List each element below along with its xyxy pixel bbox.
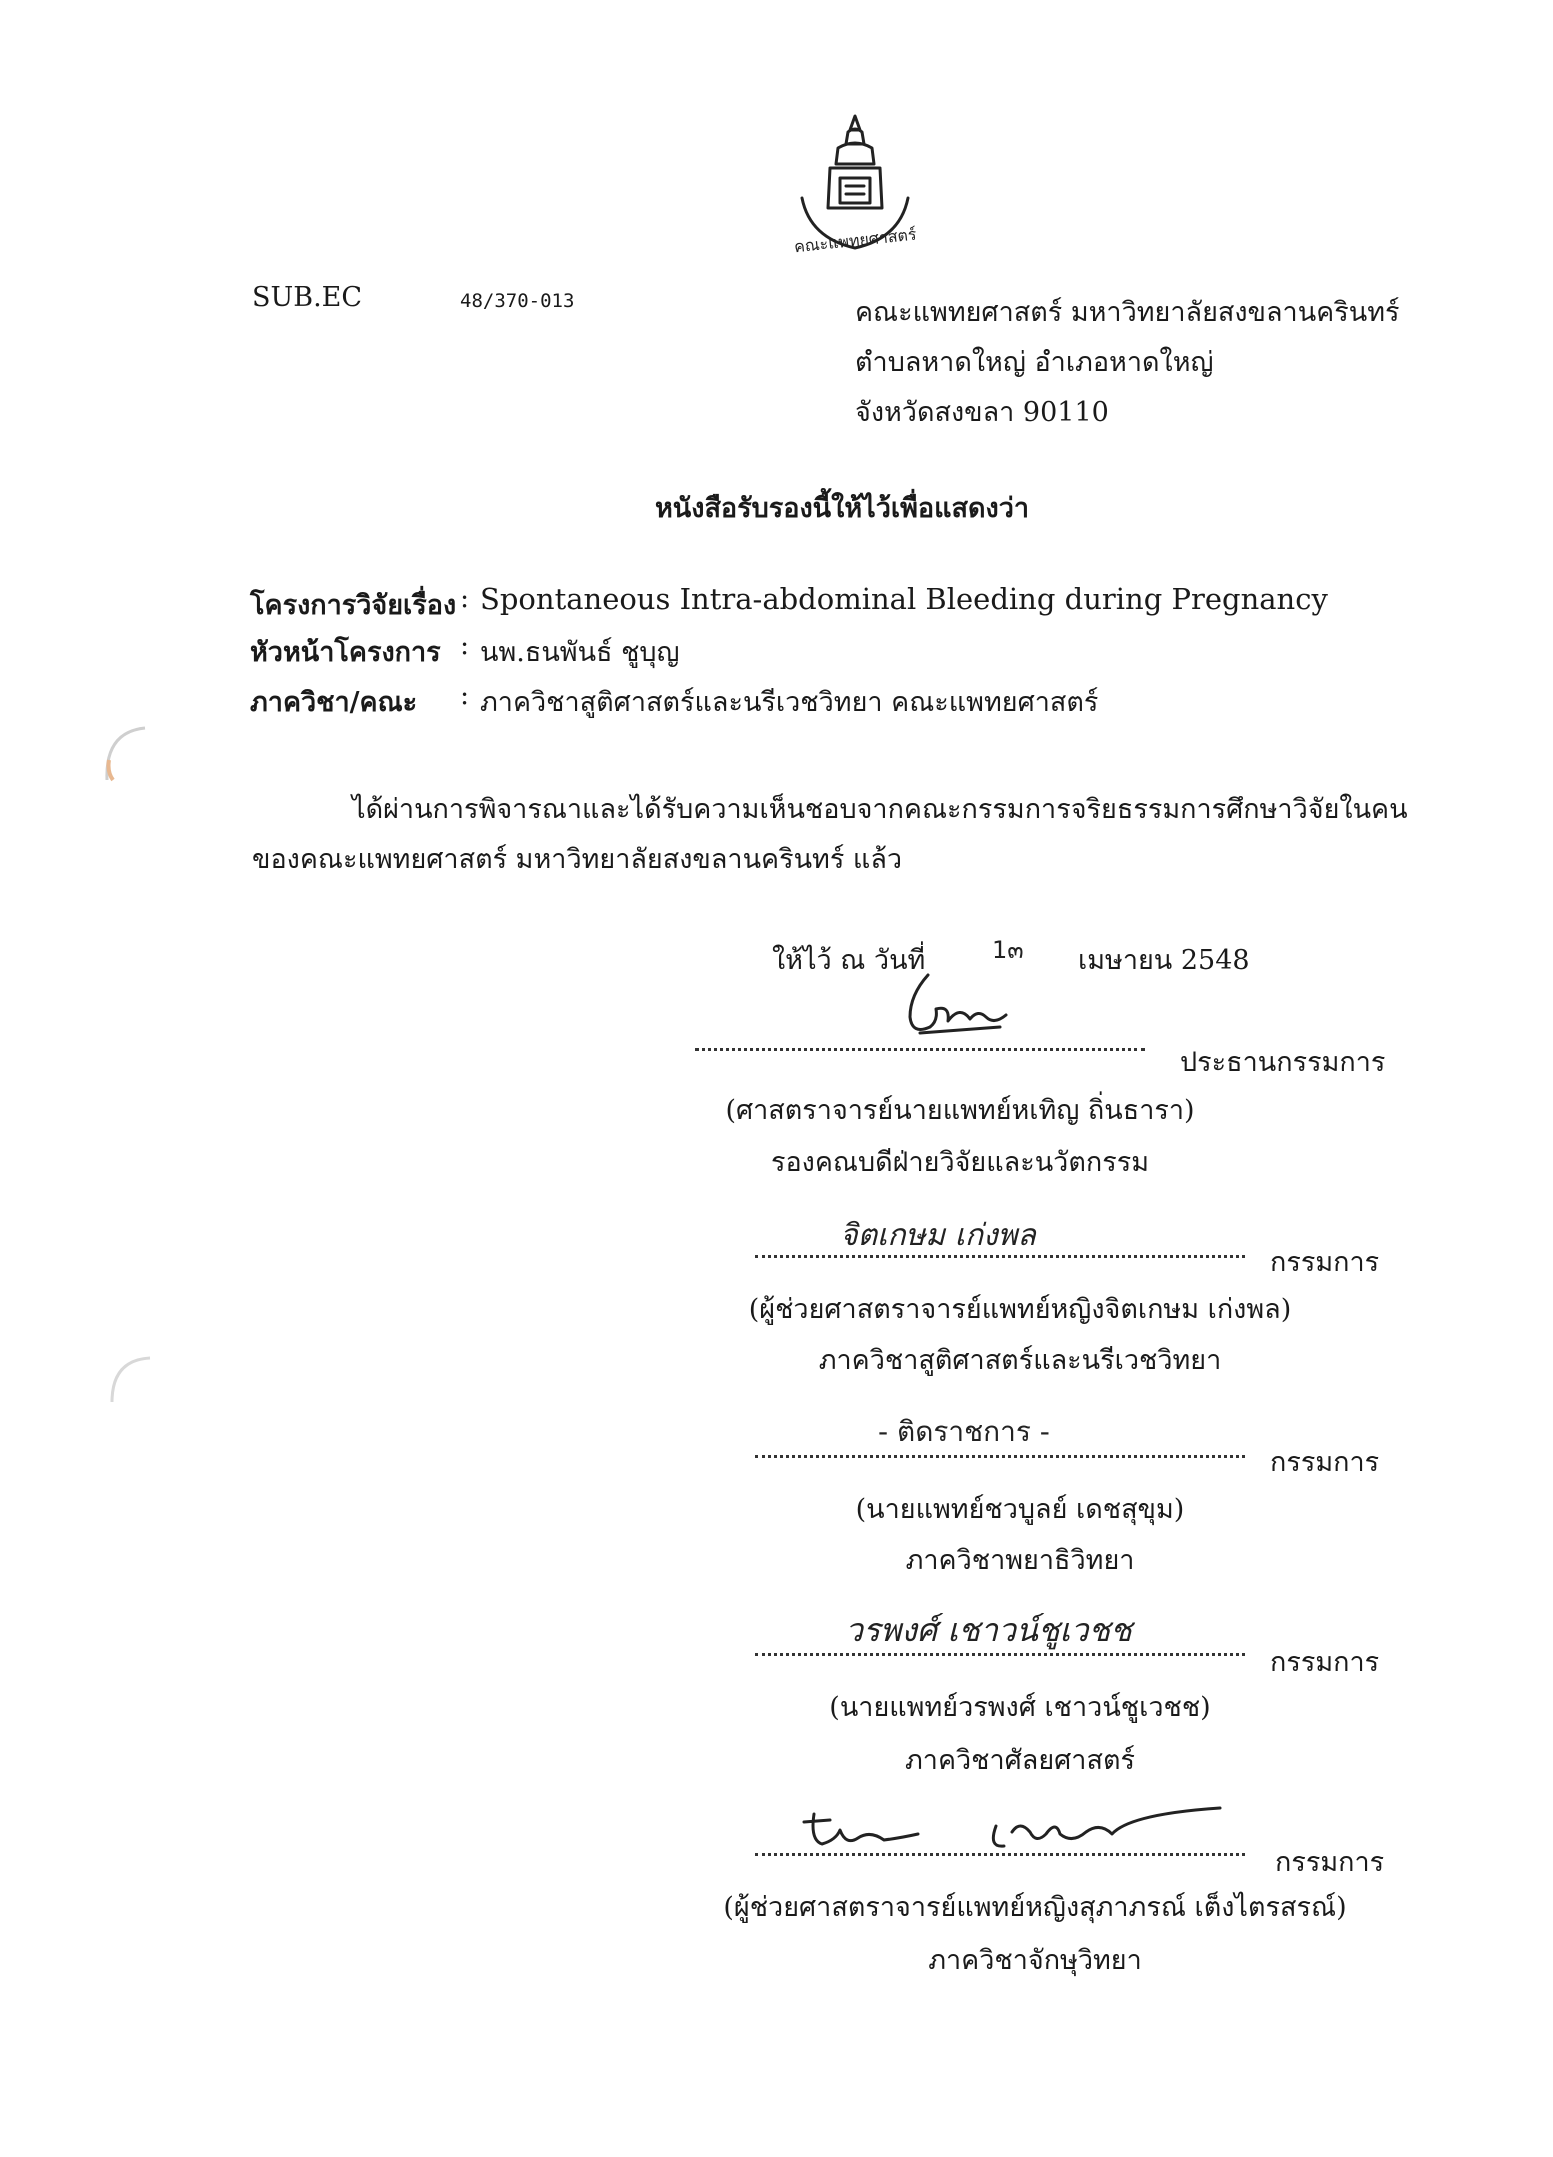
punch-hole-mark bbox=[100, 1350, 160, 1410]
body-line-1: ได้ผ่านการพิจารณาและได้รับความเห็นชอบจากคณะกรรมการจริยธรรมการศึกษาวิจัยในคน bbox=[352, 794, 1408, 825]
signature-4-name: (นายแพทย์วรพงศ์ เชาวน์ชูเวชช) bbox=[829, 1692, 1211, 1723]
faculty-emblem bbox=[790, 108, 920, 258]
signature-3-name: (นายแพทย์ชวบูลย์ เดชสุขุม) bbox=[855, 1494, 1185, 1525]
signature-4-handwriting: วรพงศ์ เชาวน์ชูเวชช bbox=[845, 1611, 1132, 1649]
signature-2-handwriting: จิตเกษม เก่งพล bbox=[840, 1218, 1036, 1253]
signature-2-name: (ผู้ช่วยศาสตราจารย์แพทย์หญิงจิตเกษม เก่งพล) bbox=[748, 1294, 1292, 1325]
project-head-value: นพ.ธนพันธ์ ชูบุญ bbox=[480, 637, 680, 668]
signature-line-5 bbox=[755, 1853, 1245, 1856]
signature-5-role: กรรมการ bbox=[1275, 1847, 1385, 1878]
date-prefix: ให้ไว้ ณ วันที่ bbox=[772, 945, 926, 976]
signature-line-1 bbox=[695, 1048, 1145, 1051]
project-title-value: Spontaneous Intra-abdominal Bleeding during Pregnancy bbox=[480, 582, 1328, 616]
reference-number: 48/370-013 bbox=[460, 290, 575, 312]
chairman-signature bbox=[890, 965, 1020, 1055]
signature-5-handwriting bbox=[800, 1790, 1230, 1870]
project-dept-value: ภาควิชาสูติศาสตร์และนรีเวชวิทยา คณะแพทยศาสตร์ bbox=[480, 687, 1099, 718]
signature-line-3 bbox=[755, 1455, 1245, 1458]
reference-prefix: SUB.EC bbox=[252, 282, 363, 313]
project-title-label: โครงการวิจัยเรื่อง bbox=[250, 590, 457, 621]
signature-3-role: กรรมการ bbox=[1270, 1447, 1380, 1478]
project-title-colon: : bbox=[460, 583, 470, 614]
signature-2-position: ภาควิชาสูติศาสตร์และนรีเวชวิทยา bbox=[818, 1345, 1222, 1376]
project-head-colon: : bbox=[460, 630, 470, 661]
body-line-2: ของคณะแพทยศาสตร์ มหาวิทยาลัยสงขลานครินทร์ แล้ว bbox=[252, 844, 903, 875]
emblem-text: คณะแพทยศาสตร์ bbox=[793, 224, 918, 257]
signature-4-role: กรรมการ bbox=[1270, 1647, 1380, 1678]
address-line-2: ตำบลหาดใหญ่ อำเภอหาดใหญ่ bbox=[855, 347, 1214, 378]
signature-1-position: รองคณบดีฝ่ายวิจัยและนวัตกรรม bbox=[770, 1147, 1150, 1178]
signature-line-4 bbox=[755, 1653, 1245, 1656]
document-title: หนังสือรับรองนี้ให้ไว้เพื่อแสดงว่า bbox=[655, 493, 1030, 524]
address-line-1: คณะแพทยศาสตร์ มหาวิทยาลัยสงขลานครินทร์ bbox=[855, 297, 1400, 328]
date-day-handwritten: 1๓ bbox=[992, 936, 1024, 964]
signature-3-handwriting: - ติดราชการ - bbox=[878, 1415, 1050, 1448]
signature-1-role: ประธานกรรมการ bbox=[1180, 1047, 1386, 1078]
date-month-year: เมษายน 2548 bbox=[1078, 945, 1250, 976]
signature-1-name: (ศาสตราจารย์นายแพทย์หเทิญ ถิ่นธารา) bbox=[725, 1095, 1195, 1126]
project-dept-colon: : bbox=[460, 680, 470, 711]
signature-5-position: ภาควิชาจักษุวิทยา bbox=[928, 1945, 1142, 1976]
punch-hole-mark bbox=[95, 720, 155, 790]
signature-2-role: กรรมการ bbox=[1270, 1247, 1380, 1278]
signature-3-position: ภาควิชาพยาธิวิทยา bbox=[905, 1545, 1135, 1576]
signature-4-position: ภาควิชาศัลยศาสตร์ bbox=[905, 1745, 1135, 1776]
signature-line-2 bbox=[755, 1255, 1245, 1258]
project-head-label: หัวหน้าโครงการ bbox=[250, 637, 441, 668]
address-line-3: จังหวัดสงขลา 90110 bbox=[855, 397, 1109, 428]
signature-5-name: (ผู้ช่วยศาสตราจารย์แพทย์หญิงสุภาภรณ์ เต็งไตรสรณ์) bbox=[723, 1892, 1347, 1923]
project-dept-label: ภาควิชา/คณะ bbox=[250, 687, 418, 718]
